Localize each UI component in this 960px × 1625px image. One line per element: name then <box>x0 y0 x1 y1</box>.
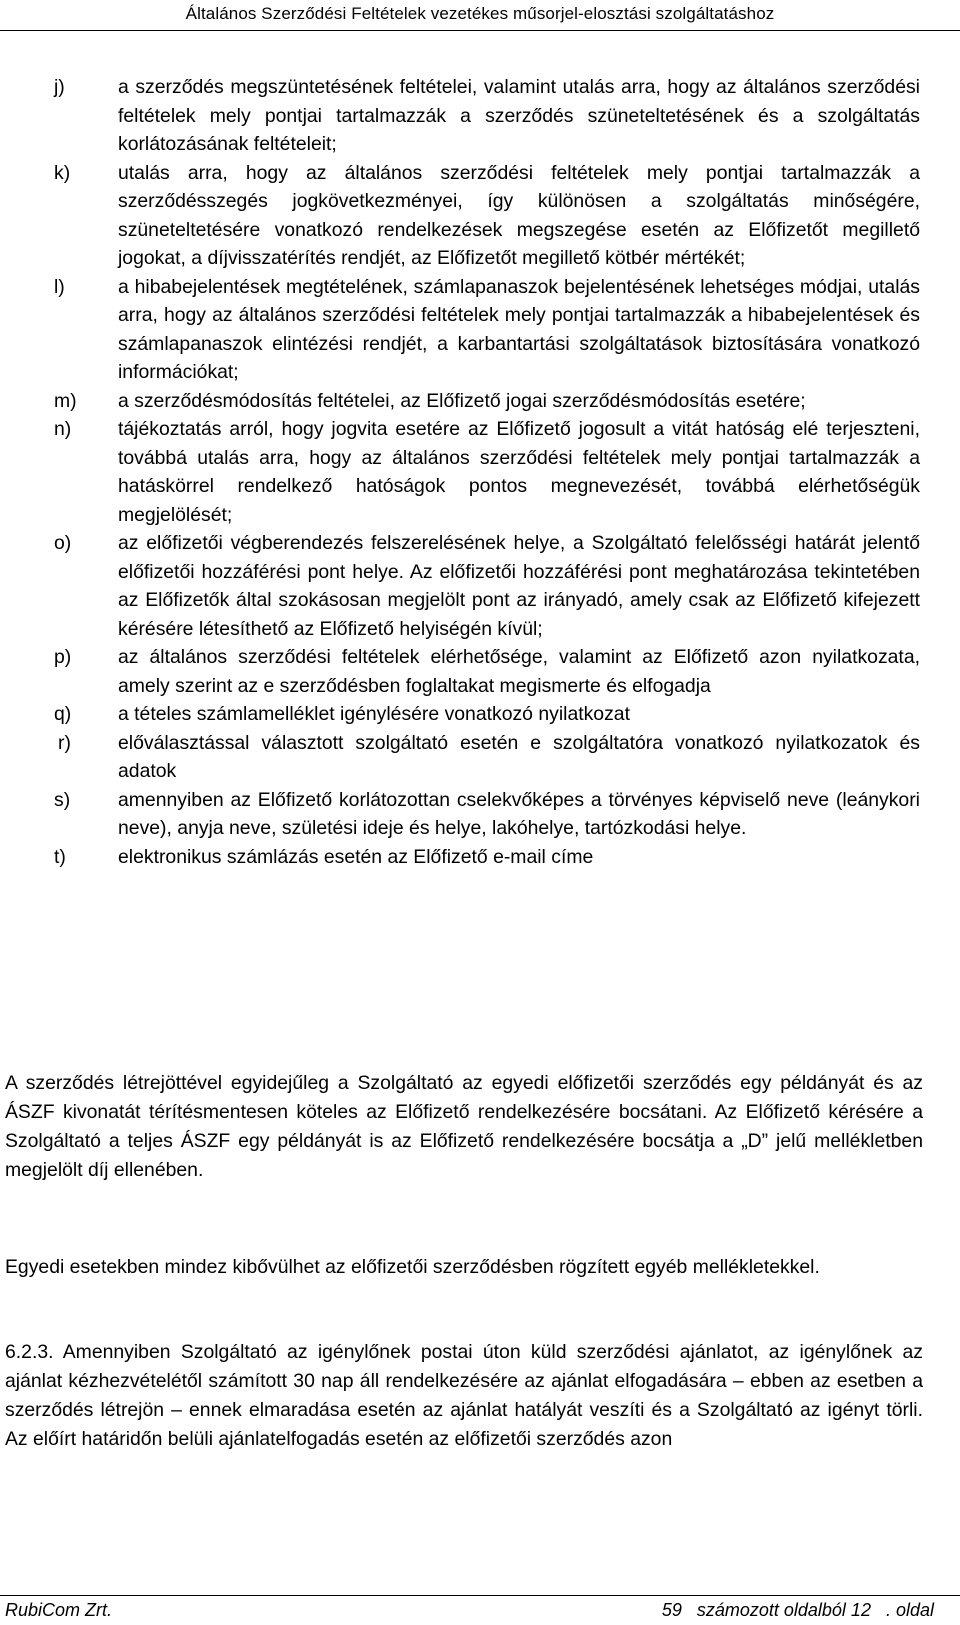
list-item-letter: n) <box>54 418 72 440</box>
body-paragraph-copy-delivery: A szerződés létrejöttével egyidejűleg a Szolgáltató az egyedi előfizetői szerződés egy példányát és az ÁSZF kivonatát térítésmentesen köteles az Előfizető rendelkezésére bocsátani. Az Előfizető kérésére a Szolgáltató a teljes ÁSZF egy példányát is az Előfizető rendelkezésére bocsátja a „D” jelű mellékletben megjelölt díj ellenében. <box>5 1072 923 1181</box>
list-item <box>0 643 960 700</box>
list-item-letter: m) <box>54 389 77 412</box>
list-item <box>0 159 960 273</box>
list-item-letter: k) <box>54 161 71 184</box>
list-item <box>0 529 960 643</box>
list-item-text: utalás arra, hogy az általános szerződési feltételek mely pontjai tartalmazzák a szerződésszegés jogkövetkezményei, így különösen a szolgáltatás minőségére, szüneteltetésére vonatkozó rendelkezések megszegése esetén az Előfizetőt megillető jogokat, a díjvisszatérítés rendjét, az Előfizetőt megillető kötbér mértékét; <box>118 161 920 269</box>
list-item <box>0 786 960 843</box>
list-item <box>0 273 960 387</box>
page-header: Általános Szerződési Feltételek vezetékes műsorjel-elosztási szolgáltatáshoz <box>0 4 960 31</box>
list-item <box>0 415 960 529</box>
list-item-letter: s) <box>54 788 71 811</box>
list-item-letter: l) <box>54 275 65 298</box>
list-item-text: a szerződésmódosítás feltételei, az Előfizető jogai szerződésmódosítás esetére; <box>118 389 806 412</box>
list-item-letter: q) <box>54 703 72 725</box>
list-item-letter: p) <box>54 646 72 668</box>
page-footer <box>0 1595 960 1625</box>
list-item-text: az előfizetői végberendezés felszerelésének helye, a Szolgáltató felelősségi határát jelentő előfizetői hozzáférési pont helye. Az előfizetői hozzáférési pont meghatározása tekintetében az Előfizetők által szokásosan megjelölt pont az irányadó, amely csak az Előfizető kifejezett kérésére létesíthető az Előfizető helyiségén kívül; <box>118 532 920 640</box>
list-item <box>0 729 960 786</box>
list-item-text: az általános szerződési feltételek elérhetősége, valamint az Előfizető azon nyilatkozata, amely szerint az e szerződésben foglaltakat megismerte és elfogadja <box>118 646 920 697</box>
list-item-letter: t) <box>54 845 66 868</box>
list-item-text: előválasztással választott szolgáltató esetén e szolgáltatóra vonatkozó nyilatkozatok és adatok <box>118 731 920 782</box>
list-item <box>0 73 960 159</box>
list-item-letter: o) <box>54 532 72 554</box>
body-paragraph-extra-annexes: Egyedi esetekben mindez kibővülhet az előfizetői szerződésben rögzített egyéb mellékletekkel. <box>5 1256 820 1278</box>
list-item-letter: j) <box>54 76 65 98</box>
list-item-letter: r) <box>58 731 71 754</box>
body-paragraph-section-6-2-3: 6.2.3. Amennyiben Szolgáltató az igénylőnek postai úton küld szerződési ajánlatot, az igénylőnek az ajánlat kézhezvételétől számított 30 nap áll rendelkezésére az ajánlat elfogadására – ebben az esetben a szerződés létrejön – ennek elmaradása esetén az ajánlat hatályát veszíti és a Szolgáltató az igényt törli. Az előírt határidőn belüli ajánlatelfogadás esetén az előfizetői szerződés azon <box>5 1341 923 1450</box>
footer-company: RubiCom Zrt. <box>5 1600 113 1620</box>
list-item-text: a tételes számlamelléklet igénylésére vonatkozó nyilatkozat <box>118 703 630 725</box>
list-item-text: tájékoztatás arról, hogy jogvita esetére az Előfizető jogosult a vitát hatóság elé terjeszteni, továbbá utalás arra, hogy az általános szerződési feltételek mely pontjai tartalmazzák a hatáskörrel rendelkező hatóságok pontos megnevezését, továbbá elérhetőségük megjelölését; <box>118 418 920 526</box>
list-item-text: a hibabejelentések megtételének, számlapanaszok bejelentésének lehetséges módjai, utalás arra, hogy az általános szerződési feltételek mely pontjai tartalmazzák a hibabejelentések és számlapanaszok elintézési rendjét, a karbantartási szolgáltatások biztosítására vonatkozó információkat; <box>118 275 920 383</box>
list-item <box>0 843 960 872</box>
list-item <box>0 387 960 416</box>
footer-page-number: 59 számozott oldalból 12 . oldal <box>661 1600 934 1620</box>
requirements-list <box>0 73 960 871</box>
list-item-text: amennyiben az Előfizető korlátozottan cselekvőképes a törvényes képviselő neve (leánykori neve), anyja neve, születési ideje és helye, lakóhelye, tartózkodási helye. <box>118 788 920 839</box>
list-item-text: a szerződés megszüntetésének feltételei, valamint utalás arra, hogy az általános szerződési feltételek mely pontjai tartalmazzák a szerződés szüneteltetésének és a szolgáltatás korlátozásának feltételeit; <box>118 76 920 155</box>
list-item <box>0 700 960 729</box>
list-item-text: elektronikus számlázás esetén az Előfizető e-mail címe <box>118 845 594 868</box>
